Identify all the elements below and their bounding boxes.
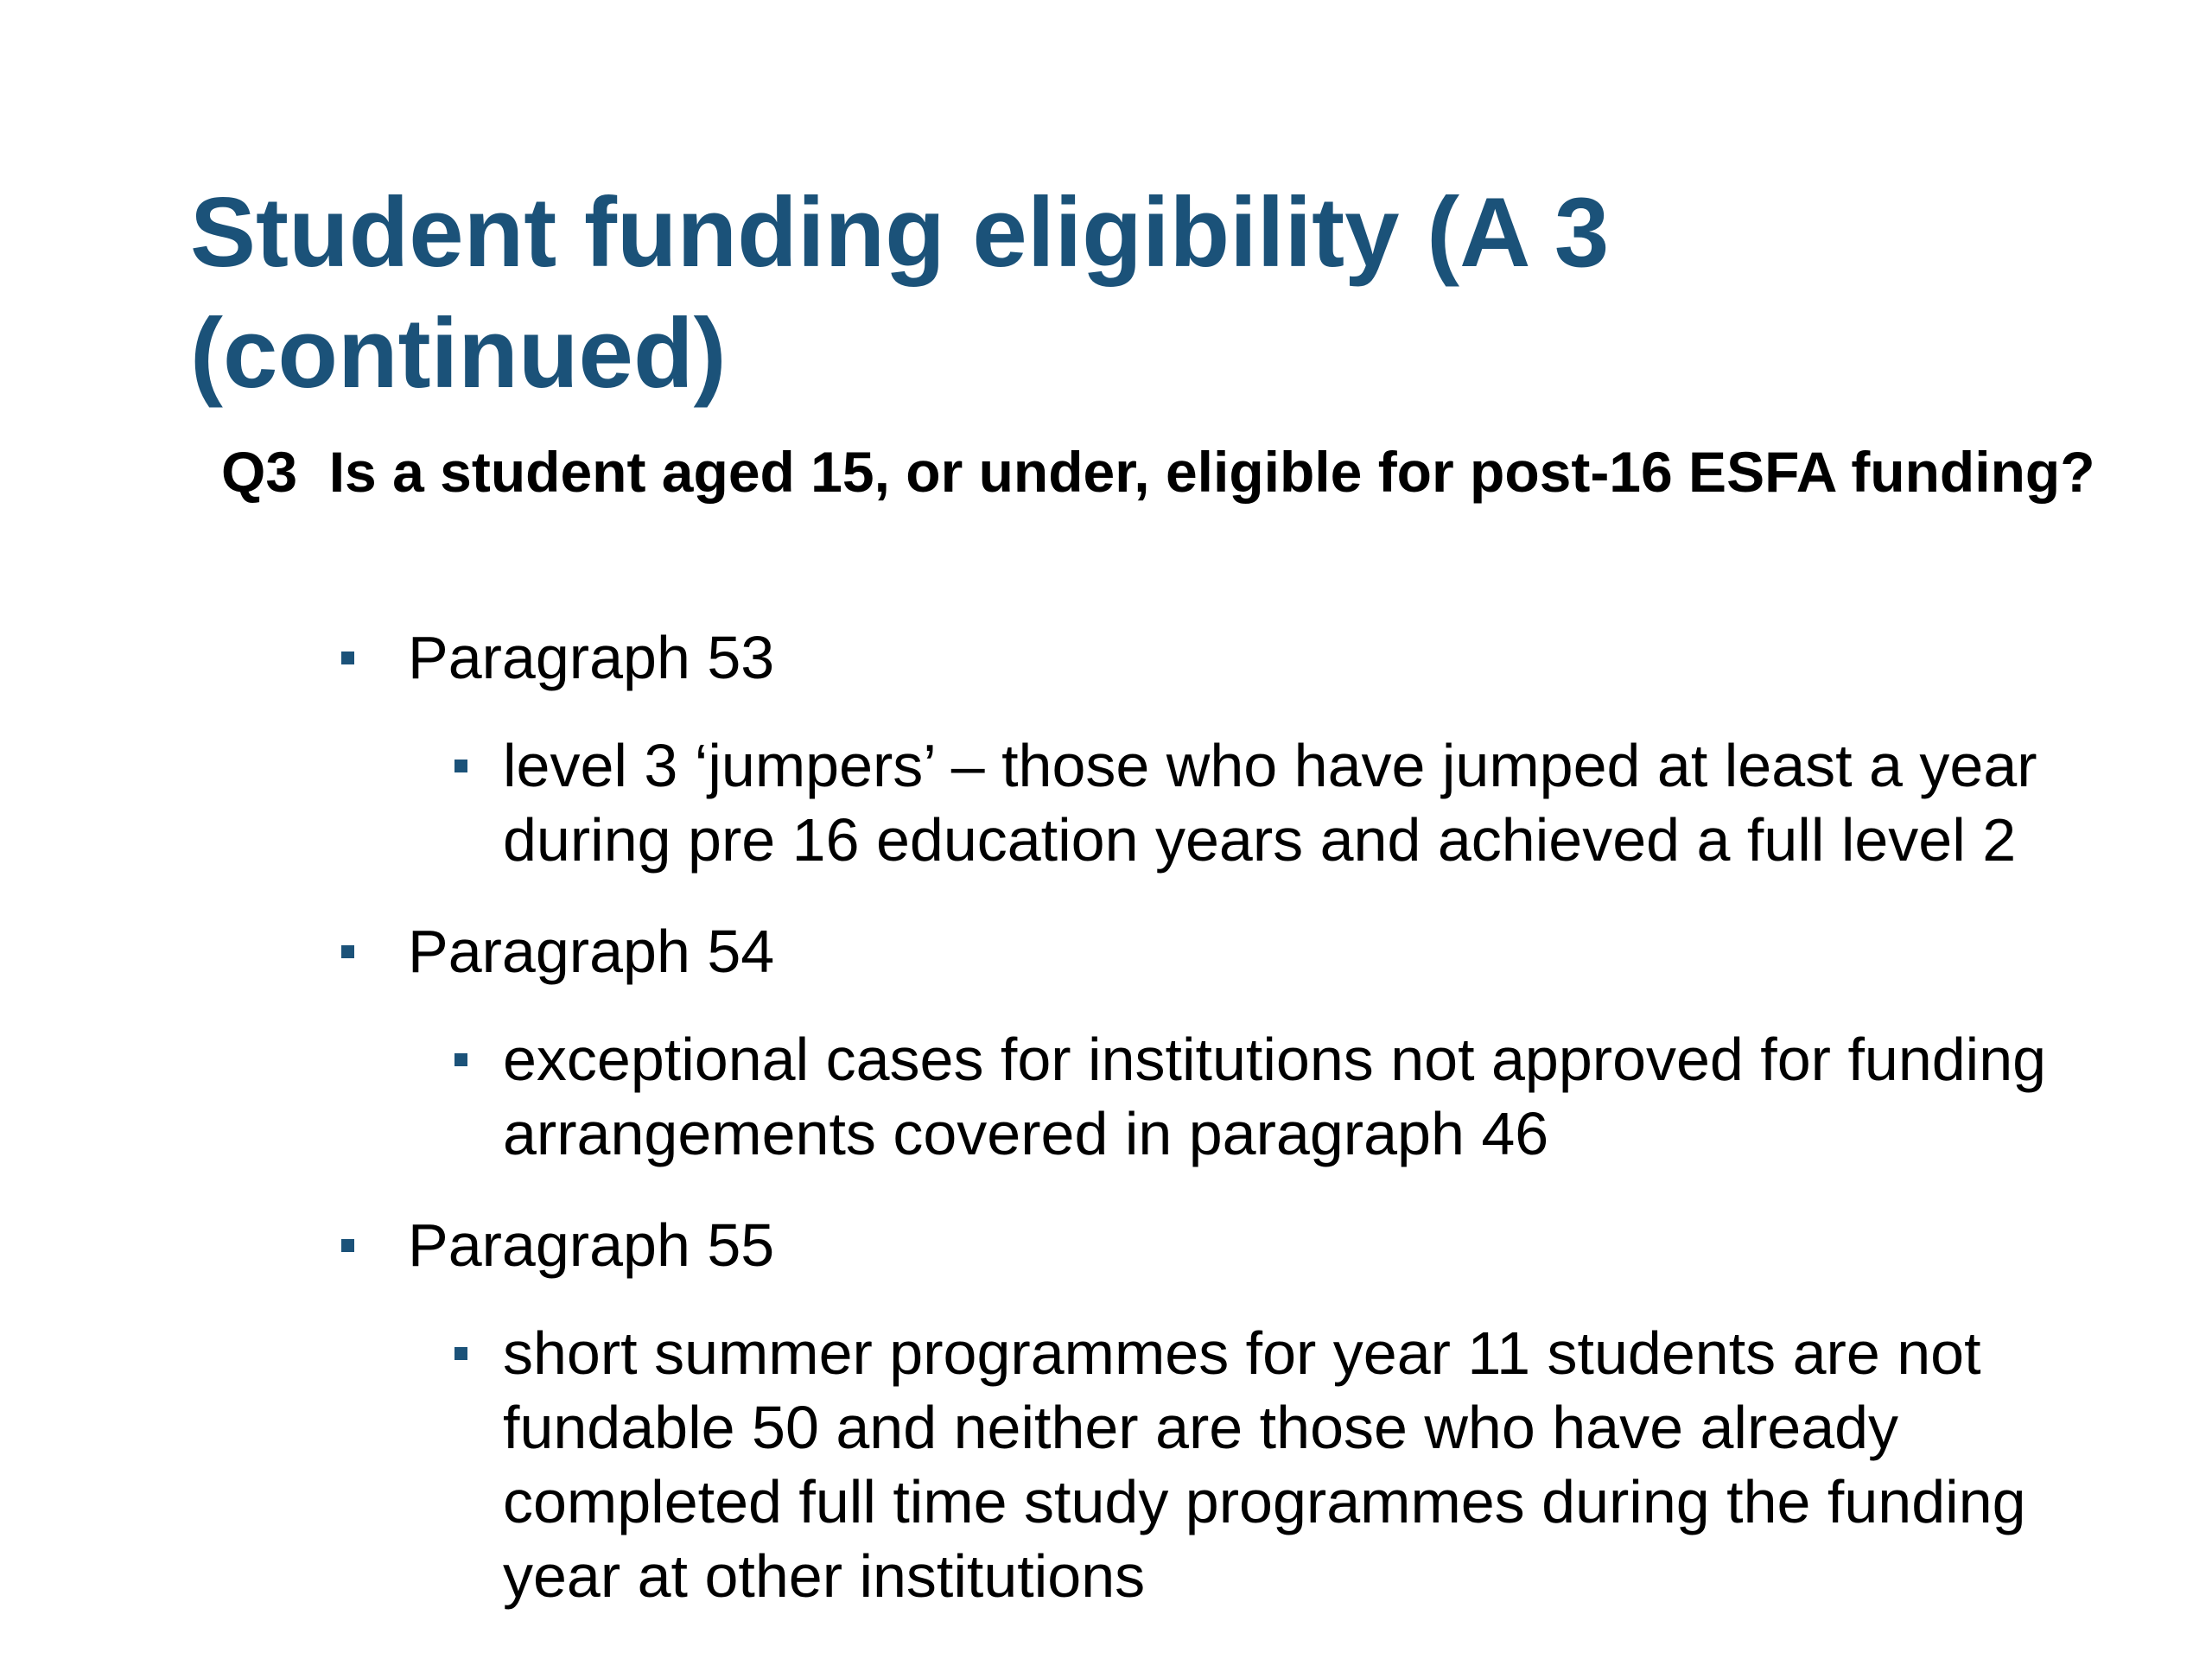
square-bullet-icon xyxy=(341,1239,354,1252)
square-bullet-icon xyxy=(341,652,354,664)
square-bullet-icon xyxy=(341,945,354,958)
sub-bullet-item-label: short summer programmes for year 11 students are not fundable 50 and neither are those who have already completed full time study programmes during the funding year at other institutions xyxy=(503,1319,2026,1610)
bullet-item-label: Paragraph 54 xyxy=(408,918,775,985)
sub-bullet-item xyxy=(503,728,2110,877)
sub-bullet-item xyxy=(503,1022,2110,1171)
sub-bullet-item-label: level 3 ‘jumpers’ – those who have jumped at least a year during pre 16 education years and achieved a full level 2 xyxy=(503,732,2037,874)
bullet-item-paragraph-53 xyxy=(408,620,2050,695)
square-bullet-icon xyxy=(454,1347,467,1360)
bullet-item-paragraph-54 xyxy=(408,914,2050,988)
sub-bullet-item-label: exceptional cases for institutions not approved for funding arrangements covered in paragraph 46 xyxy=(503,1026,2047,1167)
bullet-item-label: Paragraph 53 xyxy=(408,624,775,691)
bullet-item-label: Paragraph 55 xyxy=(408,1211,775,1279)
sub-bullet-item xyxy=(503,1316,2110,1613)
slide-title: Student funding eligibility (A 3 (continued) xyxy=(190,178,1610,409)
square-bullet-icon xyxy=(454,1053,467,1066)
bullet-item-paragraph-55 xyxy=(408,1208,2050,1282)
question-heading: Q3 Is a student aged 15, or under, eligible for post-16 ESFA funding? xyxy=(221,440,2095,504)
square-bullet-icon xyxy=(454,760,467,772)
